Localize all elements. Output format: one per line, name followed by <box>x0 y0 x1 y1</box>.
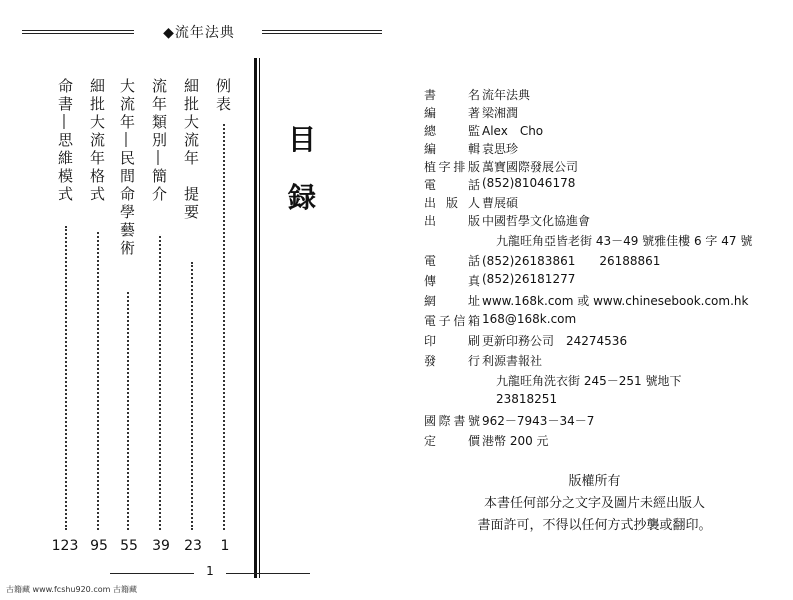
toc-entry[interactable] <box>180 78 206 530</box>
toc-page-number: 95 <box>90 538 108 554</box>
colophon-row: 電 話 (852)26183861 26188861 <box>424 254 661 268</box>
leader-dots <box>97 232 99 530</box>
rights-heading: 版權所有 <box>568 474 621 489</box>
footer-rule <box>226 573 310 574</box>
toc-page-number: 23 <box>184 538 202 554</box>
running-title: ◆流年法典 <box>163 25 235 41</box>
toc-entry-title: 命書―思維模式 <box>56 78 74 204</box>
toc-page-number: 123 <box>51 538 79 554</box>
footer-rule <box>110 573 194 574</box>
colophon-page: 書 名 流年法典 編 著 梁湘潤 總 監 Alex Cho 編 輯 袁思珍 植字排版 萬寶國際發展公司 電 話 (852)81046178 出版人 曹展碩 出 版 中國哲學文化協進會 九龍旺角亞皆老街 43－49 號雅佳樓 6 字 47 號 電 話 (852)26183861 26188861 傳 真 (852)26181277 網 址 www.168k.com 或 www.chinesebook.com.hk 電子信箱 168@168k.com 印 刷 更新印務公司 24274536 發 行 利源書報社 九龍旺角洗衣街 245－251 號地下 23818251 國際書號 962－7943－34－7 定 價 港幣 200 元 版權所有 本書任何部分之文字及圖片未經出版人 書面許可，不得以任何方式抄襲或翻印。 <box>396 0 793 600</box>
toc-page-number: 39 <box>152 538 170 554</box>
page-footer <box>110 566 310 580</box>
colophon-row: 傳 真 (852)26181277 <box>424 272 576 288</box>
colophon-row: 出 版 中國哲學文化協進會 <box>424 214 591 228</box>
rights-notice-line: 本書任何部分之文字及圖片未經出版人 <box>483 496 705 511</box>
leader-dots <box>223 124 225 530</box>
contents-page <box>0 0 396 600</box>
divider-thick <box>254 58 257 578</box>
toc-entry-title: 例表 <box>214 78 232 114</box>
leader-dots <box>65 226 67 530</box>
contents-heading-char: 録 <box>288 181 317 214</box>
colophon-row: 編 輯 袁思珍 <box>424 142 519 156</box>
leader-dots <box>159 236 161 530</box>
colophon-row: 發 行 利源書報社 <box>424 354 543 368</box>
watermark: 古籍藏 www.fcshu920.com 古籍藏 <box>6 585 137 594</box>
colophon-row: 印 刷 更新印務公司 24274536 <box>424 334 628 348</box>
header-rule <box>22 33 134 34</box>
colophon-row: 電子信箱 168@168k.com <box>424 312 577 328</box>
colophon-row: 總 監 Alex Cho <box>424 124 544 138</box>
divider-thin <box>259 58 260 578</box>
toc-entry[interactable] <box>212 78 238 530</box>
colophon-row: 編 著 梁湘潤 <box>424 106 519 120</box>
toc-entry[interactable] <box>54 78 80 530</box>
toc-entry[interactable] <box>148 78 174 530</box>
toc-entry-title: 大流年―民間命學藝術 <box>118 78 136 258</box>
rights-notice-line: 書面許可，不得以任何方式抄襲或翻印。 <box>477 518 712 533</box>
toc-entry-title: 流年類別―簡介 <box>150 78 168 204</box>
toc-entry[interactable] <box>116 78 142 530</box>
folio-number: 1 <box>206 564 214 578</box>
header-rule <box>262 30 382 31</box>
toc-entry[interactable] <box>86 78 112 530</box>
colophon-row: 植字排版 萬寶國際發展公司 <box>424 160 579 174</box>
toc-page-number: 55 <box>120 538 138 554</box>
colophon-row: 定 價 港幣 200 元 <box>424 434 549 448</box>
contents-heading-char: 目 <box>288 123 317 156</box>
colophon-row: 出版人 曹展碩 <box>424 196 519 210</box>
colophon-row: 電 話 (852)81046178 <box>424 176 576 192</box>
header-rule <box>22 30 134 31</box>
colophon-row: 書 名 流年法典 <box>424 88 531 102</box>
colophon-row: 網 址 www.168k.com 或 www.chinesebook.com.hk <box>424 294 749 308</box>
toc-entry-title: 細批大流年 提要 <box>182 78 200 222</box>
colophon-row: 國際書號 962－7943－34－7 <box>424 414 595 428</box>
toc-entry-title: 細批大流年格式 <box>88 78 106 204</box>
leader-dots <box>191 262 193 530</box>
toc-page-number: 1 <box>220 538 230 554</box>
running-header <box>22 22 382 42</box>
leader-dots <box>127 292 129 530</box>
header-rule <box>262 33 382 34</box>
